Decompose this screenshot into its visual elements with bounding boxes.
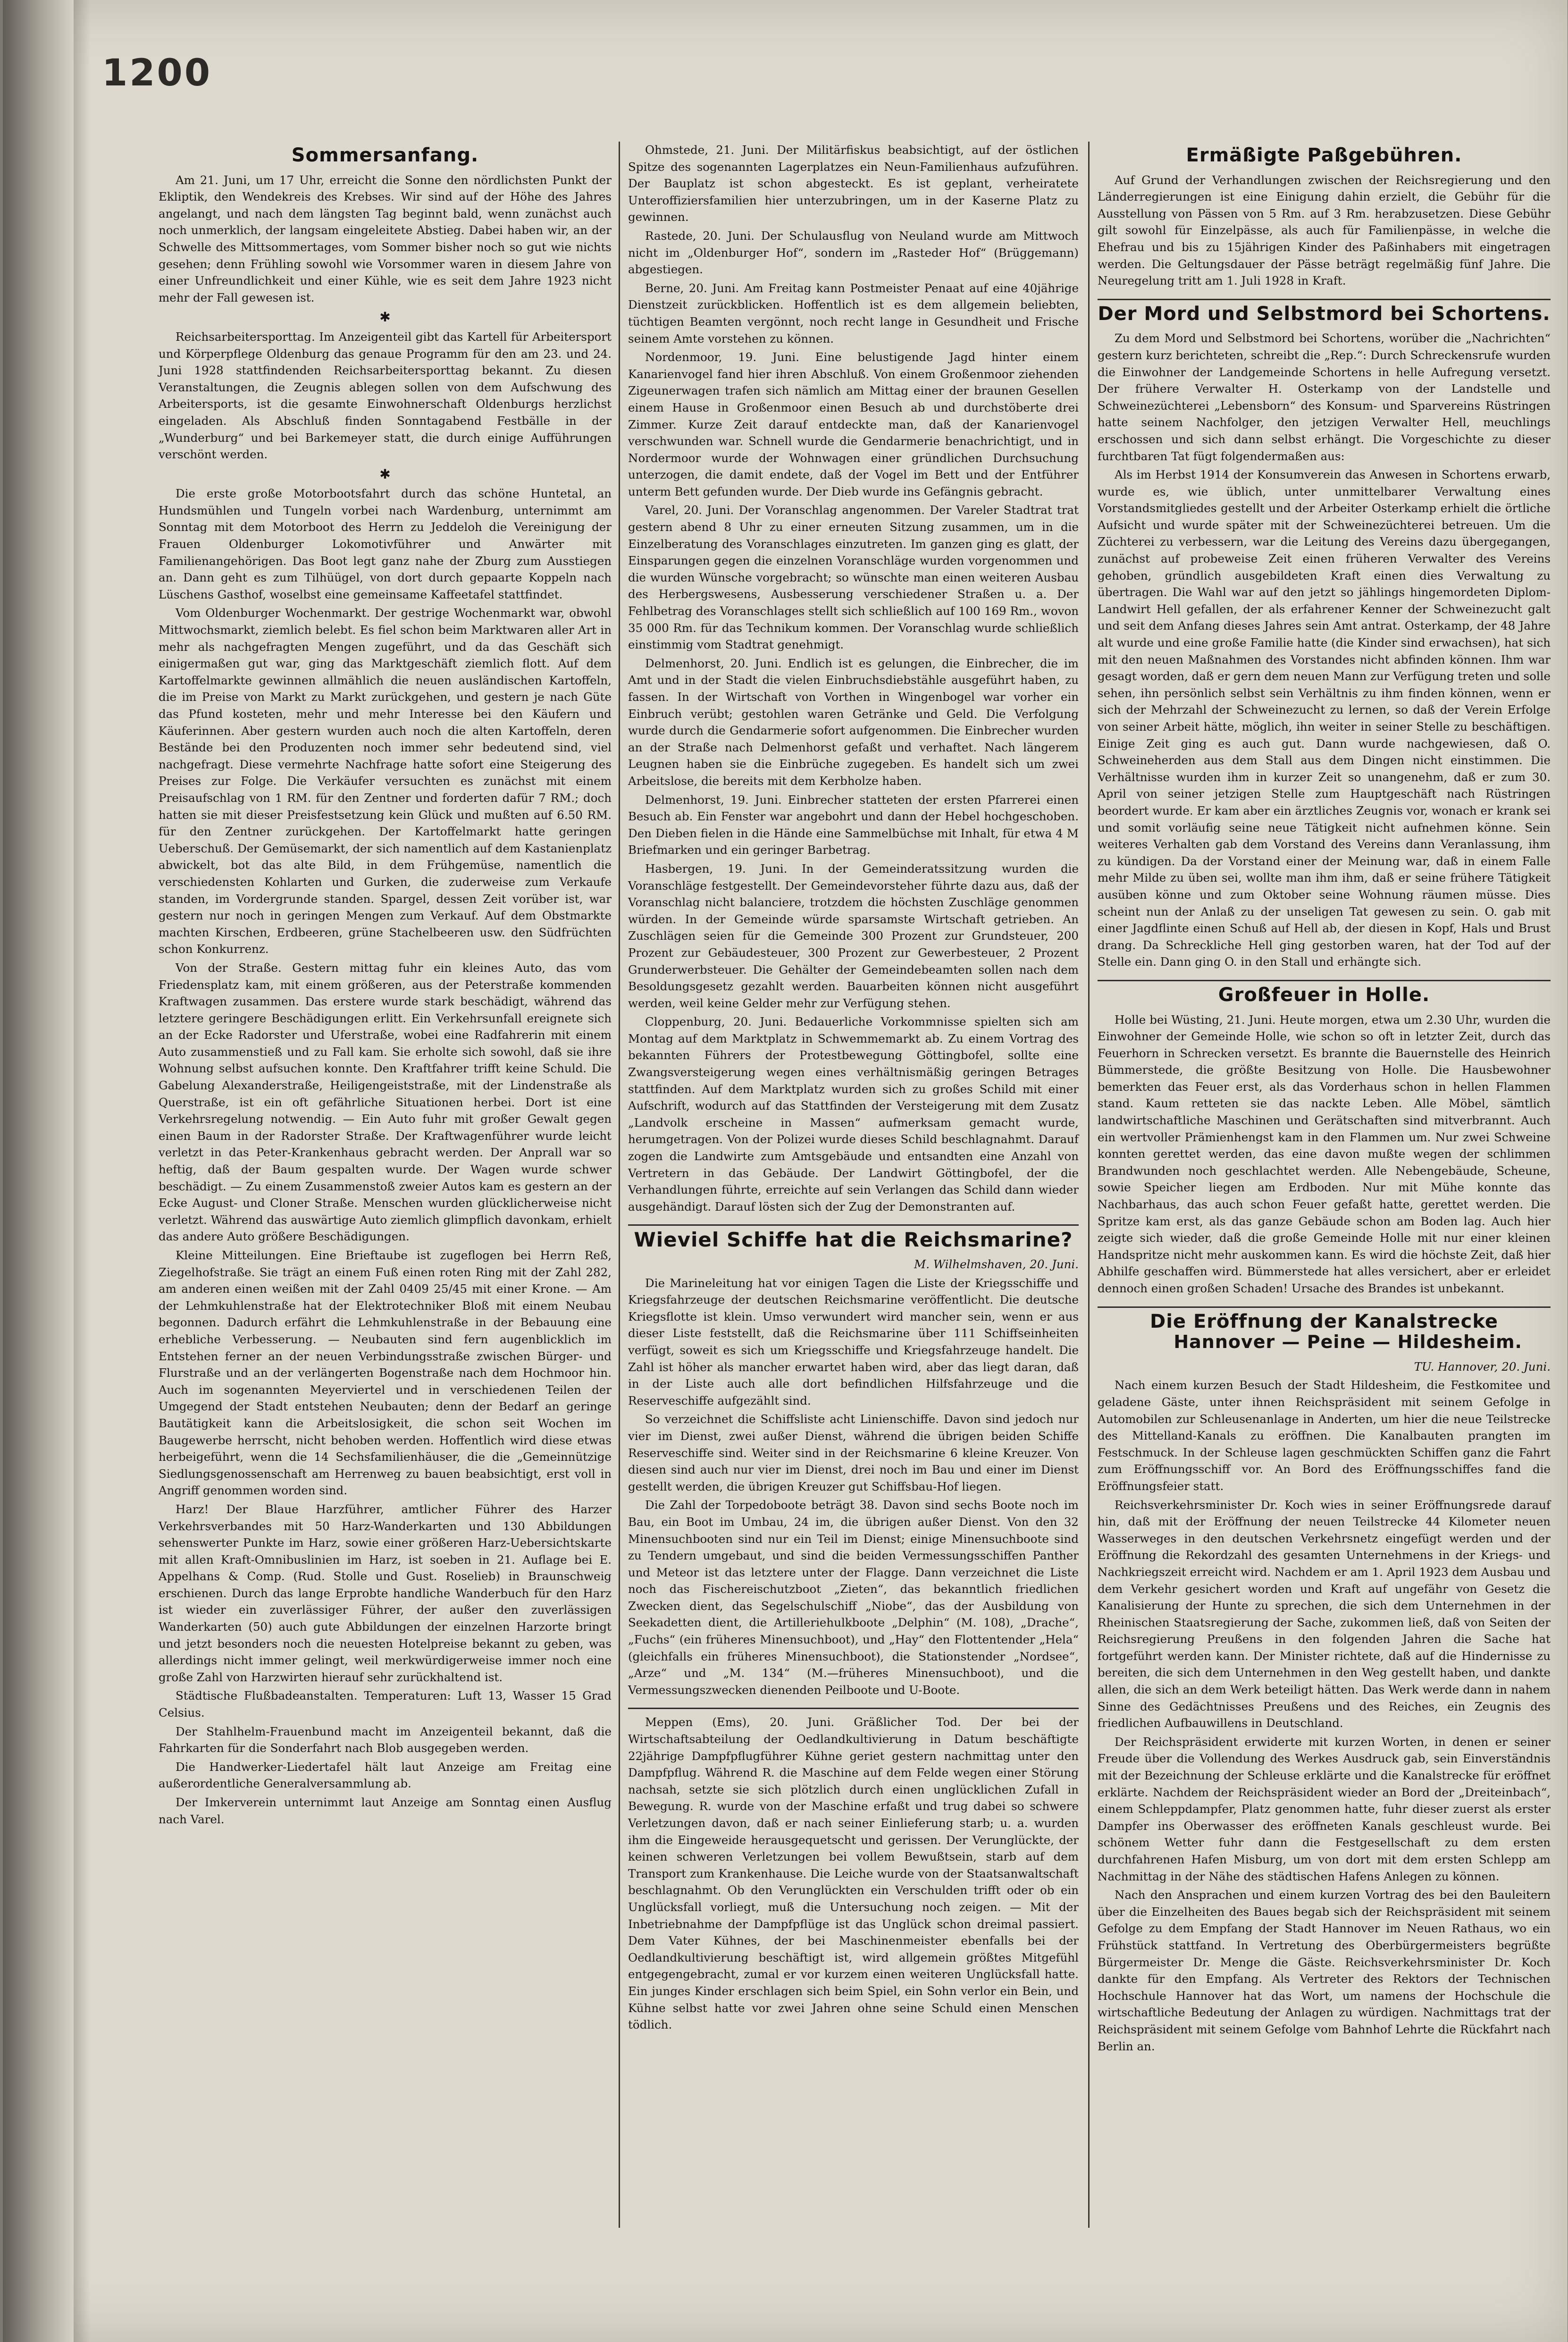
article-paragraph: Der Imkerverein unternimmt laut Anzeige am Sonntag einen Ausflug nach Varel. xyxy=(159,1795,612,1826)
article-paragraph: Die erste große Motorbootsfahrt durch das schöne Huntetal, an Hundsmühlen und Tungeln vorbei nach Wardenburg, unternimmt am Sonntag mit dem Motorboot des Herrn zu Jeddeloh die Vereinigung der Frauen Oldenburger Lokomotivführer und Anwärter mit Familienangehörigen. Das Boot legt ganz nahe der Zburg zum Ausstiegen an. Dann geht es zum Tilhüügel, von dort durch gepaarte Koppeln nach Lüschens Gasthof, woselbst eine gemeinsame Kaffeetafel stattfindet. xyxy=(159,487,612,601)
article-paragraph: Von der Straße. Gestern mittag fuhr ein kleines Auto, das vom Friedensplatz kam, mit einem größeren, aus der Peterstraße kommenden Kraftwagen zusammen. Das erstere wurde stark beschädigt, während das letztere geringere Beschädigungen erlitt. Ein Verkehrsunfall ereignete sich an der Ecke Radorster und Uferstraße, wobei eine Radfahrerin mit einem Auto zusammenstieß und zu Fall kam. Sie erholte sich sowohl, daß sie ihre Wohnung selbst aufsuchen konnte. Den Kraftfahrer trifft keine Schuld. Die Gabelung Alexanderstraße, Heiligengeiststraße, mit der Lindenstraße als Querstraße, ist ein oft gefährliche Situationen herbei. Dort ist eine Verkehrsregelung notwendig. — Ein Auto fuhr mit großer Gewalt gegen einen Baum in der Radorster Straße. Der Kraftwagenführer wurde leicht verletzt in das Peter-Krankenhaus gebracht werden. Der Anprall war so heftig, daß der Baum gespalten wurde. Der Wagen wurde schwer beschädigt. — Zu einem Zusammenstoß zweier Autos kam es gestern an der Ecke August- und Cloner Straße. Menschen wurden glücklicherweise nicht verletzt. Während das auswärtige Auto ziemlich glimpflich davonkam, erhielt das andere Auto größere Beschädigungen. xyxy=(159,960,612,1244)
article-paragraph: Zu dem Mord und Selbstmord bei Schortens, worüber die „Nachrichten“ gestern kurz berichteten, schreibt die „Rep.“: Durch Schreckensrufe wurden die Einwohner der Landgemeinde Schortens in helle Aufregung versetzt. Der frühere Verwalter H. Osterkamp von der Landstelle und Schweinezüchterei „Lebensborn“ des Konsum- und Sparvereins Rüstringen hatte seinem Nachfolger, den jetzigen Verwalter Hell, meuchlings erschossen und sich dann selbst erhängt. Die Vorgeschichte zu dieser furchtbaren Tat fügt folgendermaßen aus: xyxy=(1098,331,1551,463)
column-rule-left xyxy=(619,142,620,2228)
article-paragraph: Delmenhorst, 20. Juni. Endlich ist es gelungen, die Einbrecher, die im Amt und in der Stadt die vielen Einbruchsdiebstähle ausgeführt haben, zu fassen. In der Wirtschaft von Vorthen in Wingenbogel war vorher ein Einbruch verübt; gestohlen waren Getränke und Geld. Die Verfolgung wurde durch die Gendarmerie sofort aufgenommen. Die Einbrecher wurden an der Straße nach Delmenhorst gefaßt und verhaftet. Nach längerem Leugnen haben sie die Einbrüche zugegeben. Es handelt sich um zwei Arbeitslose, die bereits mit dem Kerbholze haben. xyxy=(628,656,1079,788)
asterisk-separator: ✱ xyxy=(379,309,391,325)
section-divider xyxy=(628,1708,1079,1709)
headline-grossfeuer-holle: Großfeuer in Holle. xyxy=(1218,984,1430,1006)
article-paragraph: Berne, 20. Juni. Am Freitag kann Postmeister Penaat auf eine 40jährige Dienstzeit zurückblicken. Hoffentlich ist es dem allgemein beliebten, tüchtigen Beamten vergönnt, noch recht lange in Gesundheit und Frische seinem Amte vorstehen zu können. xyxy=(628,281,1079,345)
binding-shadow xyxy=(74,0,90,2342)
article-paragraph: Nach einem kurzen Besuch der Stadt Hildesheim, die Festkomitee und geladene Gäste, unter ihnen Reichspräsident mit seinem Gefolge in Automobilen zur Schleusenanlage in Anderten, um hier die neue Teilstrecke des Mittelland-Kanals zu eröffnen. Die Kanalbauten prangten im Festschmuck. In der Schleuse lagen geschmückten Schiffen ganz die Fahrt zum Eröffnungsschiff vor. An Bord des Eröffnungsschiffes fand die Eröffnungsfeier statt. xyxy=(1098,1378,1551,1493)
article-paragraph: Harz! Der Blaue Harzführer, amtlicher Führer des Harzer Verkehrsverbandes mit 50 Harz-Wanderkarten und 130 Abbildungen sehenswerter Punkte im Harz, sowie einer größeren Harz-Uebersichtskarte mit allen Kraft-Omnibuslinien im Harz, ist soeben in 21. Auflage bei E. Appelhans & Comp. (Rud. Stolle und Gust. Roselieb) in Braunschweig erschienen. Durch das lange Erprobte handliche Wanderbuch für den Harz ist wieder ein zuverlässiger Führer, der außer den zuverlässigen Wanderkarten (50) auch gute Abbildungen der einzelnen Harzorte bringt und jetzt besonders noch die neuesten Hotelpreise bekannt zu geben, was allerdings nicht immer gelingt, weil merkwürdigerweise immer noch eine große Zahl von Harzwirten hierauf sehr zurückhaltend ist. xyxy=(159,1502,612,1684)
dateline: TU. Hannover, 20. Juni. xyxy=(1414,1359,1551,1373)
article-paragraph: Nordenmoor, 19. Juni. Eine belustigende Jagd hinter einem Kanarienvogel fand hier ihren Abschluß. Von einem Großenmoor ziehenden Zigeunerwagen trafen sich nämlich am Mittag einer der braunen Gesellen einem Hause in Großenmoor einen Besuch ab und durchstöberte drei Zimmer. Kurze Zeit darauf entdeckte man, daß der Kanarienvogel verschwunden war. Schnell wurde die Gendarmerie benachrichtigt, und in Nordermoor wurde der Wohnwagen einer gründlichen Durchsuchung unterzogen, die damit endete, daß der Vogel im Bett und der Entführer unterm Bett gefunden wurde. Der Dieb wurde ins Gefängnis gebracht. xyxy=(628,350,1079,498)
article-paragraph: Meppen (Ems), 20. Juni. Gräßlicher Tod. Der bei der Wirtschaftsabteilung der Oedlandkultivierung in Datum beschäftigte 22jährige Dampfpflugführer Kühne geriet gestern nachmittag unter den Dampfpflug. Während R. die Maschine auf dem Felde wegen einer Störung nachsah, setzte sie sich plötzlich durch einen unglücklichen Zufall in Bewegung. R. wurde von der Maschine erfaßt und trug dabei so schwere Verletzungen davon, daß er nach seiner Einlieferung starb; u. a. wurden ihm die Eingeweide herausgequetscht und gerissen. Der Verunglückte, der keinen schweren Verletzungen bei vollem Bewußtsein, starb auf dem Transport zum Krankenhause. Die Leiche wurde von der Staatsanwaltschaft beschlagnahmt. Ob den Verunglückten ein Verschulden trifft oder ob ein Unglücksfall vorliegt, muß die Untersuchung noch zeigen. — Mit der Inbetriebnahme der Dampfpflüge ist das Unglück schon dreimal passiert. Dem Vater Kühnes, der bei Maschinenmeister ebenfalls bei der Oedlandkultivierung beschäftigt ist, wird allgemein größtes Mitgefühl entgegengebracht, zumal er vor kurzem einen weiteren Unglücksfall hatte. Ein junges Kinder erschlagen sich beim Spiel, ein Sohn verlor ein Bein, und Kühne selbst hatte vor zwei Jahren ohne seine Schuld einen Menschen tödlich. xyxy=(628,1715,1079,2032)
column-rule-right xyxy=(1088,142,1090,2228)
article-paragraph: Die Handwerker-Liedertafel hält laut Anzeige am Freitag eine außerordentliche Generalversammlung ab. xyxy=(159,1760,612,1791)
article-paragraph: Ohmstede, 21. Juni. Der Militärfiskus beabsichtigt, auf der östlichen Spitze des sogenannten Lagerplatzes ein Neun-Familienhaus aufzuführen. Der Bauplatz ist schon abgesteckt. Es ist geplant, verheiratete Unteroffiziersfamilien hier unterzubringen, um in der Kaserne Platz zu gewinnen. xyxy=(628,143,1079,224)
article-paragraph: Als im Herbst 1914 der Konsumverein das Anwesen in Schortens erwarb, wurde es, wie üblich, unter unmittelbarer Verwaltung eines Vorstandsmitgliedes gestellt und der Arbeiter Osterkamp erhielt die örtliche Aufsicht und wurde später mit der Schweinezüchterei betreuen. Um die Züchterei zu verbessern, war die Leitung des Vereins dazu übergegangen, zunächst auf probeweise Zeit einen früheren Verwalter des Vereins gehoben, gründlich ausgebildeten Kraft einen dies Verwaltung zu übertragen. Die Wahl war auf den jetzt so jählings hingemordeten Diplom-Landwirt Hell gefallen, der als erfahrener Kenner der Schweinezucht galt und seit dem Anfang dieses Jahres sein Amt antrat. Osterkamp, der 48 Jahre alt wurde und eine große Familie hatte (die Kinder sind erwachsen), hat sich mit den neuen Maßnahmen des Vorstandes nicht abfinden können. Ihm war gesagt worden, daß er gern dem neuen Mann zur Verfügung treten und solle sehen, ihn persönlich selbst sein Verhältnis zu ihm finden können, wenn er sich der Mehrzahl der Schweinezucht zu lernen, so daß der Verein Erfolge von seiner Arbeit hätte, möglich, ihn weiter in seiner Stelle zu beschäftigen. Einige Zeit ging es auch gut. Dann wurde nachgewiesen, daß O. Schweineherden aus dem Stall aus dem Dingen nicht einstimmen. Die Verhältnisse wurden ihm in kurzer Zeit so unangenehm, daß er zum 30. April von seiner jetzigen Stelle zum Hauptgeschäft nach Rüstringen beordert wurde. Er kam aber ein ärztliches Zeugnis vor, wonach er krank sei und somit vorläufig seine neue Tätigkeit nicht aufnehmen könne. Sein weiteres Verhalten gab dem Vorstand des Vereins dann Veranlassung, ihm zu kündigen. Da der Vorstand einer der Meinung war, daß in einem Falle mehr Milde zu üben sei, wollte man ihm ihm, daß er seine frühere Tätigkeit ausüben könne und zum Oktober seine Wohnung räumen müsse. Dies scheint nun der Anlaß zu der unseligen Tat gewesen zu sein. O. gab mit einer Jagdflinte einen Schuß auf Hell ab, der diesen in Kopf, Hals und Brust drang. Da Schreckliche Hell ging gestorben waren, hat der Tod auf der Stelle ein. Dann ging O. in den Stall und erhängte sich. xyxy=(1098,468,1551,969)
headline-sommersanfang: Sommersanfang. xyxy=(291,144,479,166)
article-paragraph: Nach den Ansprachen und einem kurzen Vortrag des bei den Bauleitern über die Einzelheiten des Baues begab sich der Reichspräsident mit seinem Gefolge zu dem Empfang der Stadt Hannover im Neuen Rathaus, wo ein Frühstück stattfand. In Vertretung des Oberbürgermeisters begrüßte Bürgermeister Dr. Menge die Gäste. Reichsverkehrsminister Dr. Koch dankte für den Empfang. Als Vertreter des Rektors der Technischen Hochschule Hannover hat das Wort, um namens der Hochschule die wirtschaftliche Bedeutung der Anlagen zu würdigen. Nachmittags trat der Reichspräsident mit seinem Gefolge vom Bahnhof Lehrte die Rückfahrt nach Berlin an. xyxy=(1098,1888,1551,2053)
article-paragraph: Cloppenburg, 20. Juni. Bedauerliche Vorkommnisse spielten sich am Montag auf dem Marktplatz in Schwemmemarkt ab. Zu einem Vortrag des bekannten Führers der Protestbewegung Göttingbofel, sollte eine Zwangsversteigerung wegen eines verhältnismäßig geringen Betrages stattfinden. Auf dem Marktplatz wurden sich zu großes Schild mit einer Aufschrift, wodurch auf das Stattfinden der Versteigerung mit dem Zusatz „Landvolk erscheine in Massen“ aufmerksam gemacht wurde, herumgetragen. Von der Polizei wurde dieses Schild beschlagnahmt. Darauf zogen die Landwirte zum Amtsgebäude und entsandten eine Anzahl von Vertretern in das Gebäude. Der Landwirt Göttingbofel, der die Verhandlungen führte, erreichte auf sein Verlangen das Schild dann wieder ausgehändigt. Darauf lösten sich der Zug der Demonstranten auf. xyxy=(628,1015,1079,1213)
headline-reichsmarine: Wieviel Schiffe hat die Reichsmarine? xyxy=(634,1228,1073,1252)
section-divider xyxy=(628,1224,1079,1226)
article-paragraph: Reichsverkehrsminister Dr. Koch wies in seiner Eröffnungsrede darauf hin, daß mit der Eröffnung der neuen Teilstrecke 44 Kilometer neuen Wasserweges in den deutschen Verkehrsnetz eingefügt werden und der Eröffnung die Rekordzahl des gesamten Unternehmens in der Kriegs- und Nachkriegszeit erreicht wird. Nachdem er am 1. April 1923 dem Ausbau und dem Verkehr gesichert worden und Kraft auf ungefähr von Gesetz die Kanalisierung der Hunte zu sprechen, die sich dem Unternehmen in der Rheinischen Staatsregierung der Sache, zukommen ließ, daß von Seiten der Reichsregierung Preußens in den folgenden Jahren die Sache hat fortgeführt werden kann. Der Minister richtete, daß auf die Hindernisse zu bereiten, die sich dem Unternehmen in den Weg gestellt haben, und dankte allen, die sich an dem Werk beteiligt hätten. Das Werk werde dann in nahem Sinne des Gedächtnisses Preußens und des Reiches, ein Zeugnis des friedlichen Aufbauwillens in Deutschland. xyxy=(1098,1498,1551,1730)
article-paragraph: Holle bei Wüsting, 21. Juni. Heute morgen, etwa um 2.30 Uhr, wurden die Einwohner der Gemeinde Holle, wie schon so oft in letzter Zeit, durch das Feuerhorn in Schrecken versetzt. Es brannte die Bauernstelle des Heinrich Bümmerstede, die größte Besitzung von Holle. Die Hausbewohner bemerkten das Feuer erst, als das Vorderhaus schon in hellen Flammen stand. Kaum retteten sie das nackte Leben. Alle Möbel, sämtlich landwirtschaftliche Maschinen und Gerätschaften sind mitverbrannt. Auch ein wertvoller Prämienhengst kam in den Flammen um. Nur zwei Schweine konnten gerettet werden, das eine davon mußte wegen der schlimmen Brandwunden noch geschlachtet werden. Alle Nebengebäude, Scheune, sowie Speicher liegen am Erdboden. Nur mit Mühe konnte das Nachbarhaus, das auch schon Feuer gefaßt hatte, gerettet werden. Die Spritze kam erst, als das ganze Gebäude schon am Boden lag. Auch hier zeigte sich wieder, daß die große Gemeinde Holle mit nur einer kleinen Handspritze nicht mehr auskommen kann. Es wird die höchste Zeit, daß hier Abhilfe geschaffen wird. Bümmerstede hat alles versichert, aber er erleidet dennoch einen großen Schaden! Ursache des Brandes ist unbekannt. xyxy=(1098,1012,1551,1295)
column-right xyxy=(1098,142,1551,2056)
dateline: M. Wilhelmshaven, 20. Juni. xyxy=(914,1257,1079,1271)
article-paragraph: Varel, 20. Juni. Der Voranschlag angenommen. Der Vareler Stadtrat trat gestern abend 8 Uhr zu einer erneuten Sitzung zusammen, um in die Einzelberatung des Voranschlages einzutreten. Im ganzen ging es glatt, der Einsparungen gegen die einzelnen Voranschläge wurden vorgenommen und die wurden Wünsche vorgebracht; so wünschte man einen weiteren Ausbau des Herbergswesens, Ausbesserung verschiedener Straßen u. a. Der Fehlbetrag des Voranschlages stellt sich schließlich auf 100 169 Rm., wovon 35 000 Rm. für das Technikum kommen. Der Voranschlag wurde schließlich einstimmig vom Stadtrat genehmigt. xyxy=(628,503,1079,652)
article-paragraph: Kleine Mitteilungen. Eine Brieftaube ist zugeflogen bei Herrn Reß, Ziegelhofstraße. Sie trägt an einem Fuß einen roten Ring mit der Zahl 282, am anderen einen weißen mit der Zahl 0409 25/45 mit einer Krone. — Am der Lehmkuhlenstraße hat der Elektrotechniker Bloß mit einem Neubau begonnen. Dadurch erfährt die Lehmkuhlenstraße in der Bebauung eine erhebliche Verbesserung. — Neubauten sind fern augenblicklich im Entstehen ferner an der neuen Verbindungsstraße zwischen Bürger- und Flurstraße und an der verlängerten Bogenstraße nach dem Hochmoor hin. Auch im sogenannten Meyerviertel und in verschiedenen Teilen der Umgegend der Stadt entstehen Neubauten; denn der Bedarf an geringe Bautätigkeit kann die Arbeitslosigkeit, die schon seit Wochen im Baugewerbe herrscht, nicht behoben werden. Hoffentlich wird diese etwas herbeigeführt, wenn die 14 Sechsfamilienhäuser, die die „Gemeinnützige Siedlungsgenossenschaft am Herrenweg zu bauen beabsichtigt, erst voll in Angriff genommen worden sind. xyxy=(159,1248,612,1498)
article-paragraph: Die Zahl der Torpedoboote beträgt 38. Davon sind sechs Boote noch im Bau, ein Boot im Umbau, 24 im, die übrigen außer Dienst. Von den 32 Minensuchbooten sind nur ein Teil im Dienst; einige Minensuchboote sind zu Tendern umgebaut, und sind die beiden Vermessungsschiffen Panther und Meteor ist das letztere unter der Flagge. Dann verzeichnet die Liste noch das Fischereischutzboot „Zieten“, das bekanntlich friedlichen Zwecken dient, das Segelschulschiff „Niobe“, das der Ausbildung von Seekadetten dient, die Artilleriehulkboote „Delphin“ (M. 108), „Drache“, „Fuchs“ (ein früheres Minensuchboot), und „Hay“ den Flottentender „Hela“ (gleichfalls ein früheres Minensuchboot), die Stationstender „Nordsee“, „Arze“ und „M. 134“ (M.—früheres Minensuchboot), und die Vermessungszwecken dienenden Peilboote und U-Boote. xyxy=(628,1498,1079,1697)
headline-kanalstrecke-route: Hannover — Peine — Hildesheim. xyxy=(1174,1331,1522,1353)
headline-passgebuehren: Ermäßigte Paßgebühren. xyxy=(1186,144,1462,166)
article-paragraph: Auf Grund der Verhandlungen zwischen der Reichsregierung und den Länderregierungen ist eine Einigung dahin erzielt, die Gebühr für die Ausstellung von Pässen von 5 Rm. auf 3 Rm. herabzusetzen. Diese Gebühr gilt sowohl für Einzelpässe, als auch für Familienpässe, in welche die Ehefrau und bis zu 15jährigen Kinder des Paßinhabers mit eingetragen werden. Die Geltungsdauer der Pässe beträgt regelmäßig fünf Jahre. Die Neuregelung tritt am 1. Juli 1928 in Kraft. xyxy=(1098,173,1551,288)
article-paragraph: Delmenhorst, 19. Juni. Einbrecher statteten der ersten Pfarrerei einen Besuch ab. Ein Fenster war angebohrt und dann der Hebel hochgeschoben. Den Dieben fielen in die Hände eine Sammelbüchse mit Inhalt, für etwa 4 M Briefmarken und ein geringer Barbetrag. xyxy=(628,792,1079,857)
article-paragraph: Die Marineleitung hat vor einigen Tagen die Liste der Kriegsschiffe und Kriegsfahrzeuge der deutschen Reichsmarine veröffentlicht. Die deutsche Kriegsflotte ist klein. Umso verwundert wird mancher sein, wenn er aus dieser Liste feststellt, daß die Reichsmarine über 111 Schiffseinheiten verfügt, soweit es sich um Kriegsschiffe und Kriegsfahrzeuge handelt. Die Zahl ist höher als mancher erwartet haben wird, aber das liegt daran, daß in der Liste auch alle dort befindlichen Hilfsfahrzeuge und die Reserveschiffe aufgezählt sind. xyxy=(628,1276,1079,1407)
article-paragraph: Reichsarbeitersporttag. Im Anzeigenteil gibt das Kartell für Arbeitersport und Körperpflege Oldenburg das genaue Programm für den am 23. und 24. Juni 1928 stattfindenden Reichsarbeitersporttag bekannt. Zu diesen Veranstaltungen, die Zeugnis ablegen sollen von dem Aufschwung des Arbeitersports, ist die gesamte Einwohnerschaft Oldenburgs herzlichst eingeladen. Als Abschluß finden Sonntagabend Festbälle in der „Wunderburg“ und bei Barkemeyer statt, die durch einige Aufführungen verschönt werden. xyxy=(159,329,612,462)
article-paragraph: Am 21. Juni, um 17 Uhr, erreicht die Sonne den nördlichsten Punkt der Ekliptik, den Wendekreis des Krebses. Wir sind auf der Höhe des Jahres angelangt, und nach dem längsten Tag beginnt bald, wenn zunächst auch noch unmerklich, der langsam eingeleitete Abstieg. Dabei haben wir, an der Schwelle des Mittsommertages, vom Sommer bisher noch so gut wie nichts gesehen; denn Frühling sowohl wie Vorsommer waren in diesem Jahre von einer Unfreundlichkeit und einer Kühle, wie es seit dem Jahre 1923 nicht mehr der Fall gewesen ist. xyxy=(159,173,612,304)
headline-mord-schortens: Der Mord und Selbstmord bei Schortens. xyxy=(1098,303,1551,325)
section-divider xyxy=(1098,1306,1551,1308)
binding-edge xyxy=(3,0,74,2342)
article-paragraph: Rastede, 20. Juni. Der Schulausflug von Neuland wurde am Mittwoch nicht im „Oldenburger Hof“, sondern im „Rasteder Hof“ (Brüggemann) abgestiegen. xyxy=(628,228,1079,277)
newspaper-page xyxy=(3,0,1568,2342)
article-paragraph: Der Stahlhelm-Frauenbund macht im Anzeigenteil bekannt, daß die Fahrkarten für die Sonderfahrt nach Blob ausgegeben werden. xyxy=(159,1724,612,1755)
headline-kanalstrecke: Die Eröffnung der Kanalstrecke xyxy=(1149,1310,1499,1332)
column-left xyxy=(159,142,612,1829)
article-paragraph: Städtische Flußbadeanstalten. Temperaturen: Luft 13, Wasser 15 Grad Celsius. xyxy=(159,1689,612,1720)
section-divider xyxy=(1098,980,1551,981)
article-paragraph: Vom Oldenburger Wochenmarkt. Der gestrige Wochenmarkt war, obwohl Mittwochsmarkt, ziemlich belebt. Es fiel schon beim Marktwaren aller Art in mehr als nachgefragten Mengen zugeführt, und da das Geschäft sich einigermaßen gut war, ging das Marktgeschäft ziemlich flott. Auf dem Kartoffelmarkte gewinnen allmählich die neuen ausländischen Kartoffeln, die im Preise von Markt zu Markt zurückgehen, und gestern je nach Güte das Pfund kosteten, mehr und mehr Interesse bei den Käufern und Käuferinnen. Aber gestern wurden auch noch die alten Kartoffeln, deren Bestände bei den Produzenten noch immer sehr bedeutend sind, viel nachgefragt. Diese vermehrte Nachfrage hatte sofort eine Steigerung des Preises zur Folge. Die Verkäufer versuchten es zunächst mit einem Preisaufschlag von 1 RM. für den Zentner und forderten dafür 7 RM.; doch hatten sie mit dieser Preisfestsetzung kein Glück und mußten auf 6.50 RM. für den Zentner zurückgehen. Der Kartoffelmarkt hatte geringen Ueberschuß. Der Gemüsemarkt, der sich namentlich auf dem Kastanienplatz abwickelt, bot das alte Bild, in dem Frühgemüse, namentlich die verschiedensten Kohlarten und Gurken, die zuderweise zum Verkaufe standen, im Vordergrunde standen. Spargel, dessen Zeit vorüber ist, war gestern nur noch in geringen Mengen zum Verkauf. Auf dem Obstmarkte machten Kirschen, Erdbeeren, grüne Stachelbeeren usw. den Südfrüchten schon Konkurrenz. xyxy=(159,606,612,956)
page-number: 1200 xyxy=(102,52,212,94)
article-paragraph: Hasbergen, 19. Juni. In der Gemeinderatssitzung wurden die Voranschläge festgestellt. Der Gemeindevorsteher führte dazu aus, daß der Voranschlag nicht balanciere, trotzdem die höchsten Zuschläge genommen würden. In der Gemeinde würde sparsamste Wirtschaft getrieben. An Zuschlägen seien für die Gemeinde 300 Prozent zur Grundsteuer, 200 Prozent zur Gebäudesteuer, 300 Prozent zur Gewerbesteuer, 2 Prozent Grunderwerbsteuer. Die Gehälter der Gemeindebeamten sollen nach dem Besoldungsgesetz gezahlt werden. Bauarbeiten können nicht ausgeführt werden, weil keine Gelder mehr zur Verfügung stehen. xyxy=(628,861,1079,1010)
asterisk-separator: ✱ xyxy=(379,466,391,482)
column-middle xyxy=(628,142,1079,2035)
section-divider xyxy=(1098,299,1551,300)
article-paragraph: So verzeichnet die Schiffsliste acht Linienschiffe. Davon sind jedoch nur vier im Dienst, zwei außer Dienst, während die übrigen beiden Schiffe Reserveschiffe sind. Weiter sind in der Reichsmarine 6 kleine Kreuzer. Von diesen sind auch nur vier im Dienst, drei noch im Bau und einer im Dienst gestellt werden, die übrigen Kreuzer gut Schiffsbau-Hof liegen. xyxy=(628,1412,1079,1493)
article-paragraph: Der Reichspräsident erwiderte mit kurzen Worten, in denen er seiner Freude über die Vollendung des Werkes Ausdruck gab, sein Einverständnis mit der Bezeichnung der Schleuse erklärte und die Kanalstrecke für eröffnet erklärte. Nachdem der Reichspräsident wieder an Bord der „Dreiteinbach“, einem Schleppdampfer, Platz genommen hatte, fuhr dieser zuerst als erster Dampfer ins Oberwasser des eröffneten Kanals geschleust wurde. Bei schönem Wetter fuhr dann die Festgesellschaft zu dem ersten durchfahrenen Hafen Misburg, um von dort mit dem ersten Schlepp am Nachmittag in der Nähe des städtischen Hafens Anlegen zu können. xyxy=(1098,1735,1551,1883)
